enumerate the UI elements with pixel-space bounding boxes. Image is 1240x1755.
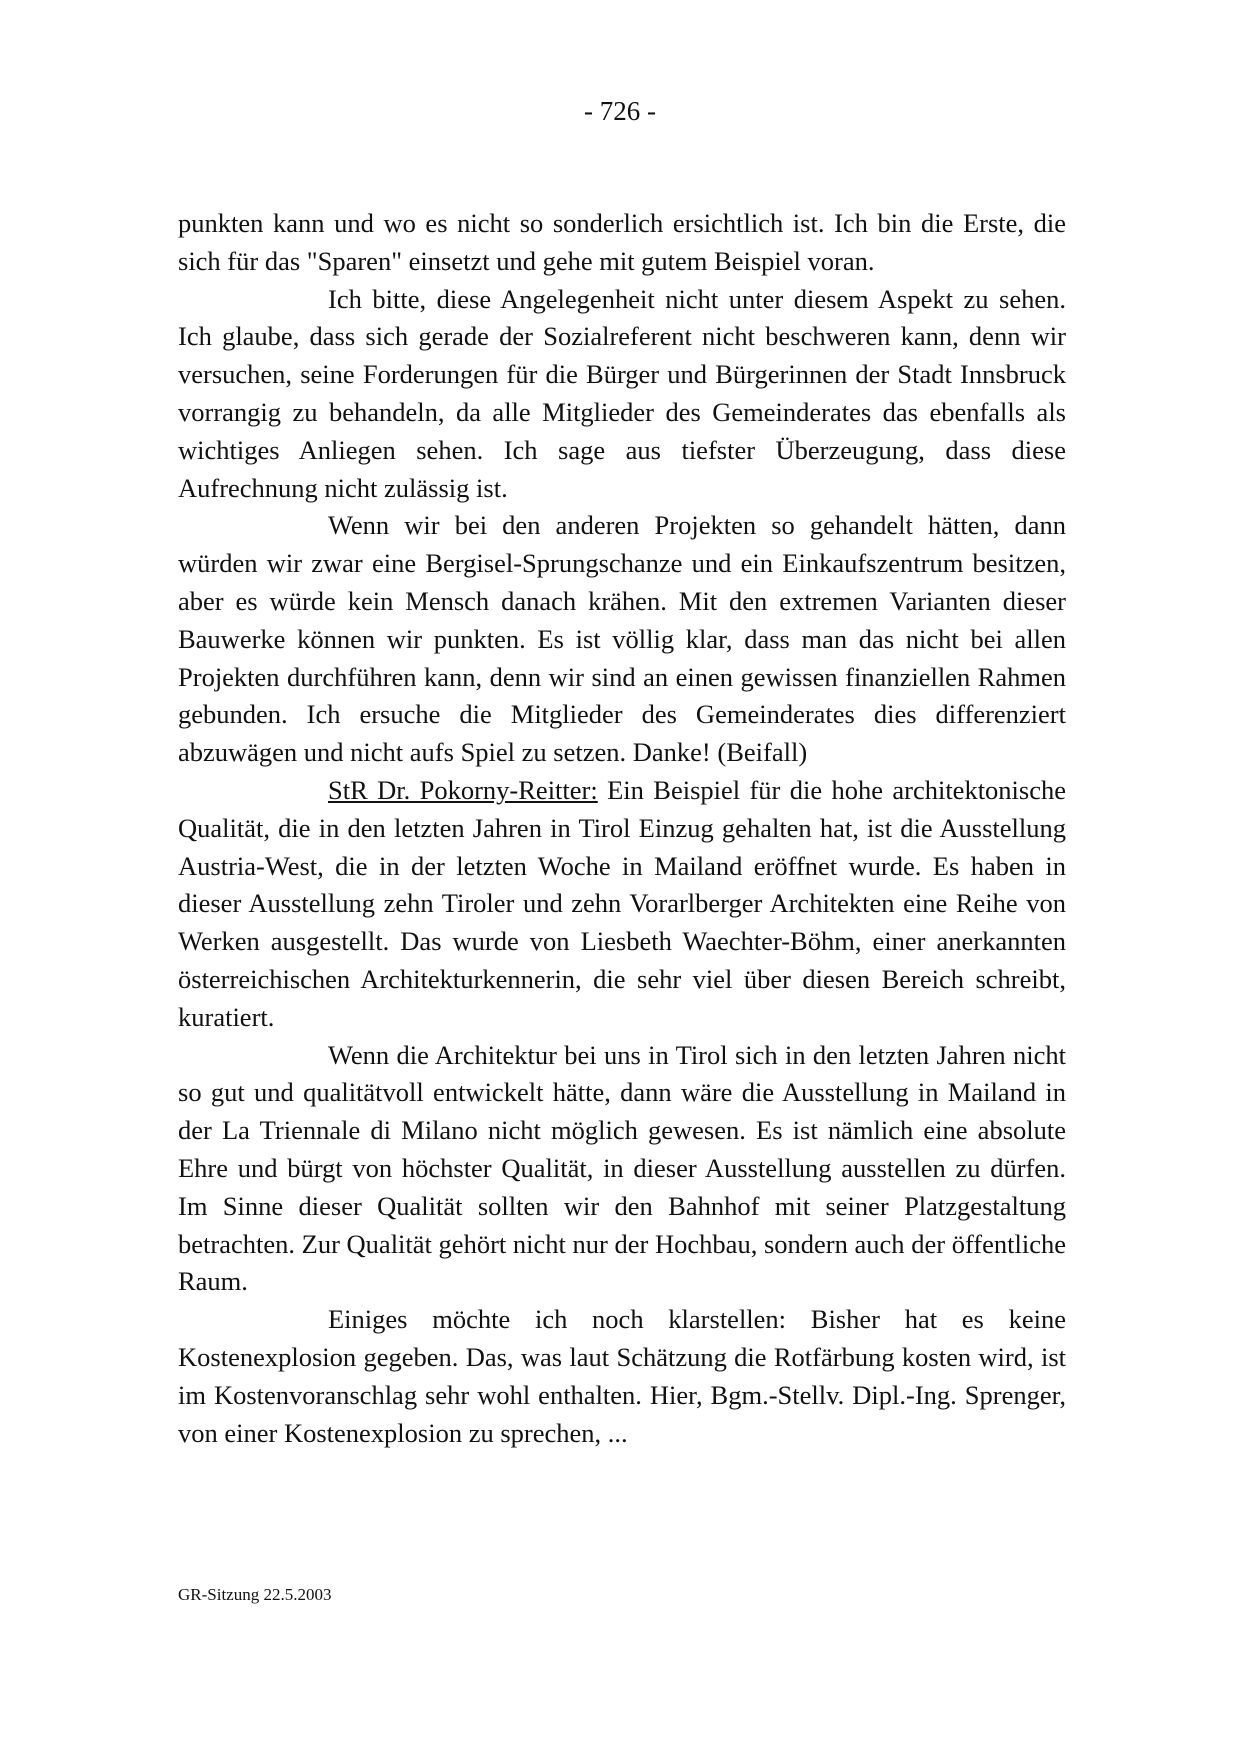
paragraph-5 bbox=[178, 1037, 1066, 1302]
paragraph-text: punkten kann und wo es nicht so sonderlich ersichtlich ist. Ich bin die Erste, die sich für das "Sparen" einsetzt und gehe mit gutem Beispiel voran. bbox=[178, 208, 1066, 276]
speaker-name: StR Dr. Pokorny-Reitter: bbox=[328, 774, 598, 805]
paragraph-1 bbox=[178, 205, 1066, 281]
paragraph-text: Wenn wir bei den anderen Projekten so gehandelt hätten, dann würden wir zwar eine Bergisel-Sprungschanze und ein Einkaufszentrum besitzen, aber es würde kein Mensch danach krähen. Mit den extremen Varianten dieser Bauwerke können wir punkten. Es ist völlig klar, dass man das nicht bei allen Projekten durchführen kann, denn wir sind an einen gewissen finanziellen Rahmen gebunden. Ich ersuche die Mitglieder des Gemeinderates dies differenziert abzuwägen und nicht aufs Spiel zu setzen. Danke! (Beifall) bbox=[178, 510, 1066, 768]
paragraph-text: Wenn die Architektur bei uns in Tirol sich in den letzten Jahren nicht so gut und qualitätvoll entwickelt hätte, dann wäre die Ausstellung in Mailand in der La Triennale di Milano nicht möglich gewesen. Es ist nämlich eine absolute Ehre und bürgt von höchster Qualität, in dieser Ausstellung ausstellen zu dürfen. Im Sinne dieser Qualität sollten wir den Bahnhof mit seiner Platzgestaltung betrachten. Zur Qualität gehört nicht nur der Hochbau, sondern auch der öffentliche Raum. bbox=[178, 1039, 1066, 1297]
paragraph-6 bbox=[178, 1301, 1066, 1452]
page-number: - 726 - bbox=[584, 96, 656, 126]
paragraph-text: Ich bitte, diese Angelegenheit nicht unter diesem Aspekt zu sehen. Ich glaube, dass sich gerade der Sozialreferent nicht beschweren kann, denn wir versuchen, seine Forderungen für die Bürger und Bürgerinnen der Stadt Innsbruck vorrangig zu behandeln, da alle Mitglieder des Gemeinderates das ebenfalls als wichtiges Anliegen sehen. Ich sage aus tiefster Überzeugung, dass diese Aufrechnung nicht zulässig ist. bbox=[178, 283, 1066, 503]
paragraph-text: Einiges möchte ich noch klarstellen: Bisher hat es keine Kostenexplosion gegeben. Das, was laut Schätzung die Rotfärbung kosten wird, ist im Kostenvoranschlag sehr wohl enthalten. Hier, Bgm.-Stellv. Dipl.-Ing. Sprenger, von einer Kostenexplosion zu sprechen, ... bbox=[178, 1304, 1066, 1448]
paragraph-2 bbox=[178, 281, 1066, 508]
paragraph-4 bbox=[178, 772, 1066, 1037]
page-footer: GR-Sitzung 22.5.2003 bbox=[178, 1585, 332, 1604]
paragraph-text: Ein Beispiel für die hohe architektonische Qualität, die in den letzten Jahren in Tirol Einzug gehalten hat, ist die Ausstellung Austria-West, die in der letzten Woche in Mailand eröffnet wurde. Es haben in dieser Ausstellung zehn Tiroler und zehn Vorarlberger Architekten eine Reihe von Werken ausgestellt. Das wurde von Liesbeth Waechter-Böhm, einer anerkannten österreichischen Architekturkennerin, die sehr viel über diesen Bereich schreibt, kuratiert. bbox=[178, 774, 1067, 1032]
paragraph-3 bbox=[178, 507, 1066, 772]
document-body bbox=[178, 205, 1066, 1452]
